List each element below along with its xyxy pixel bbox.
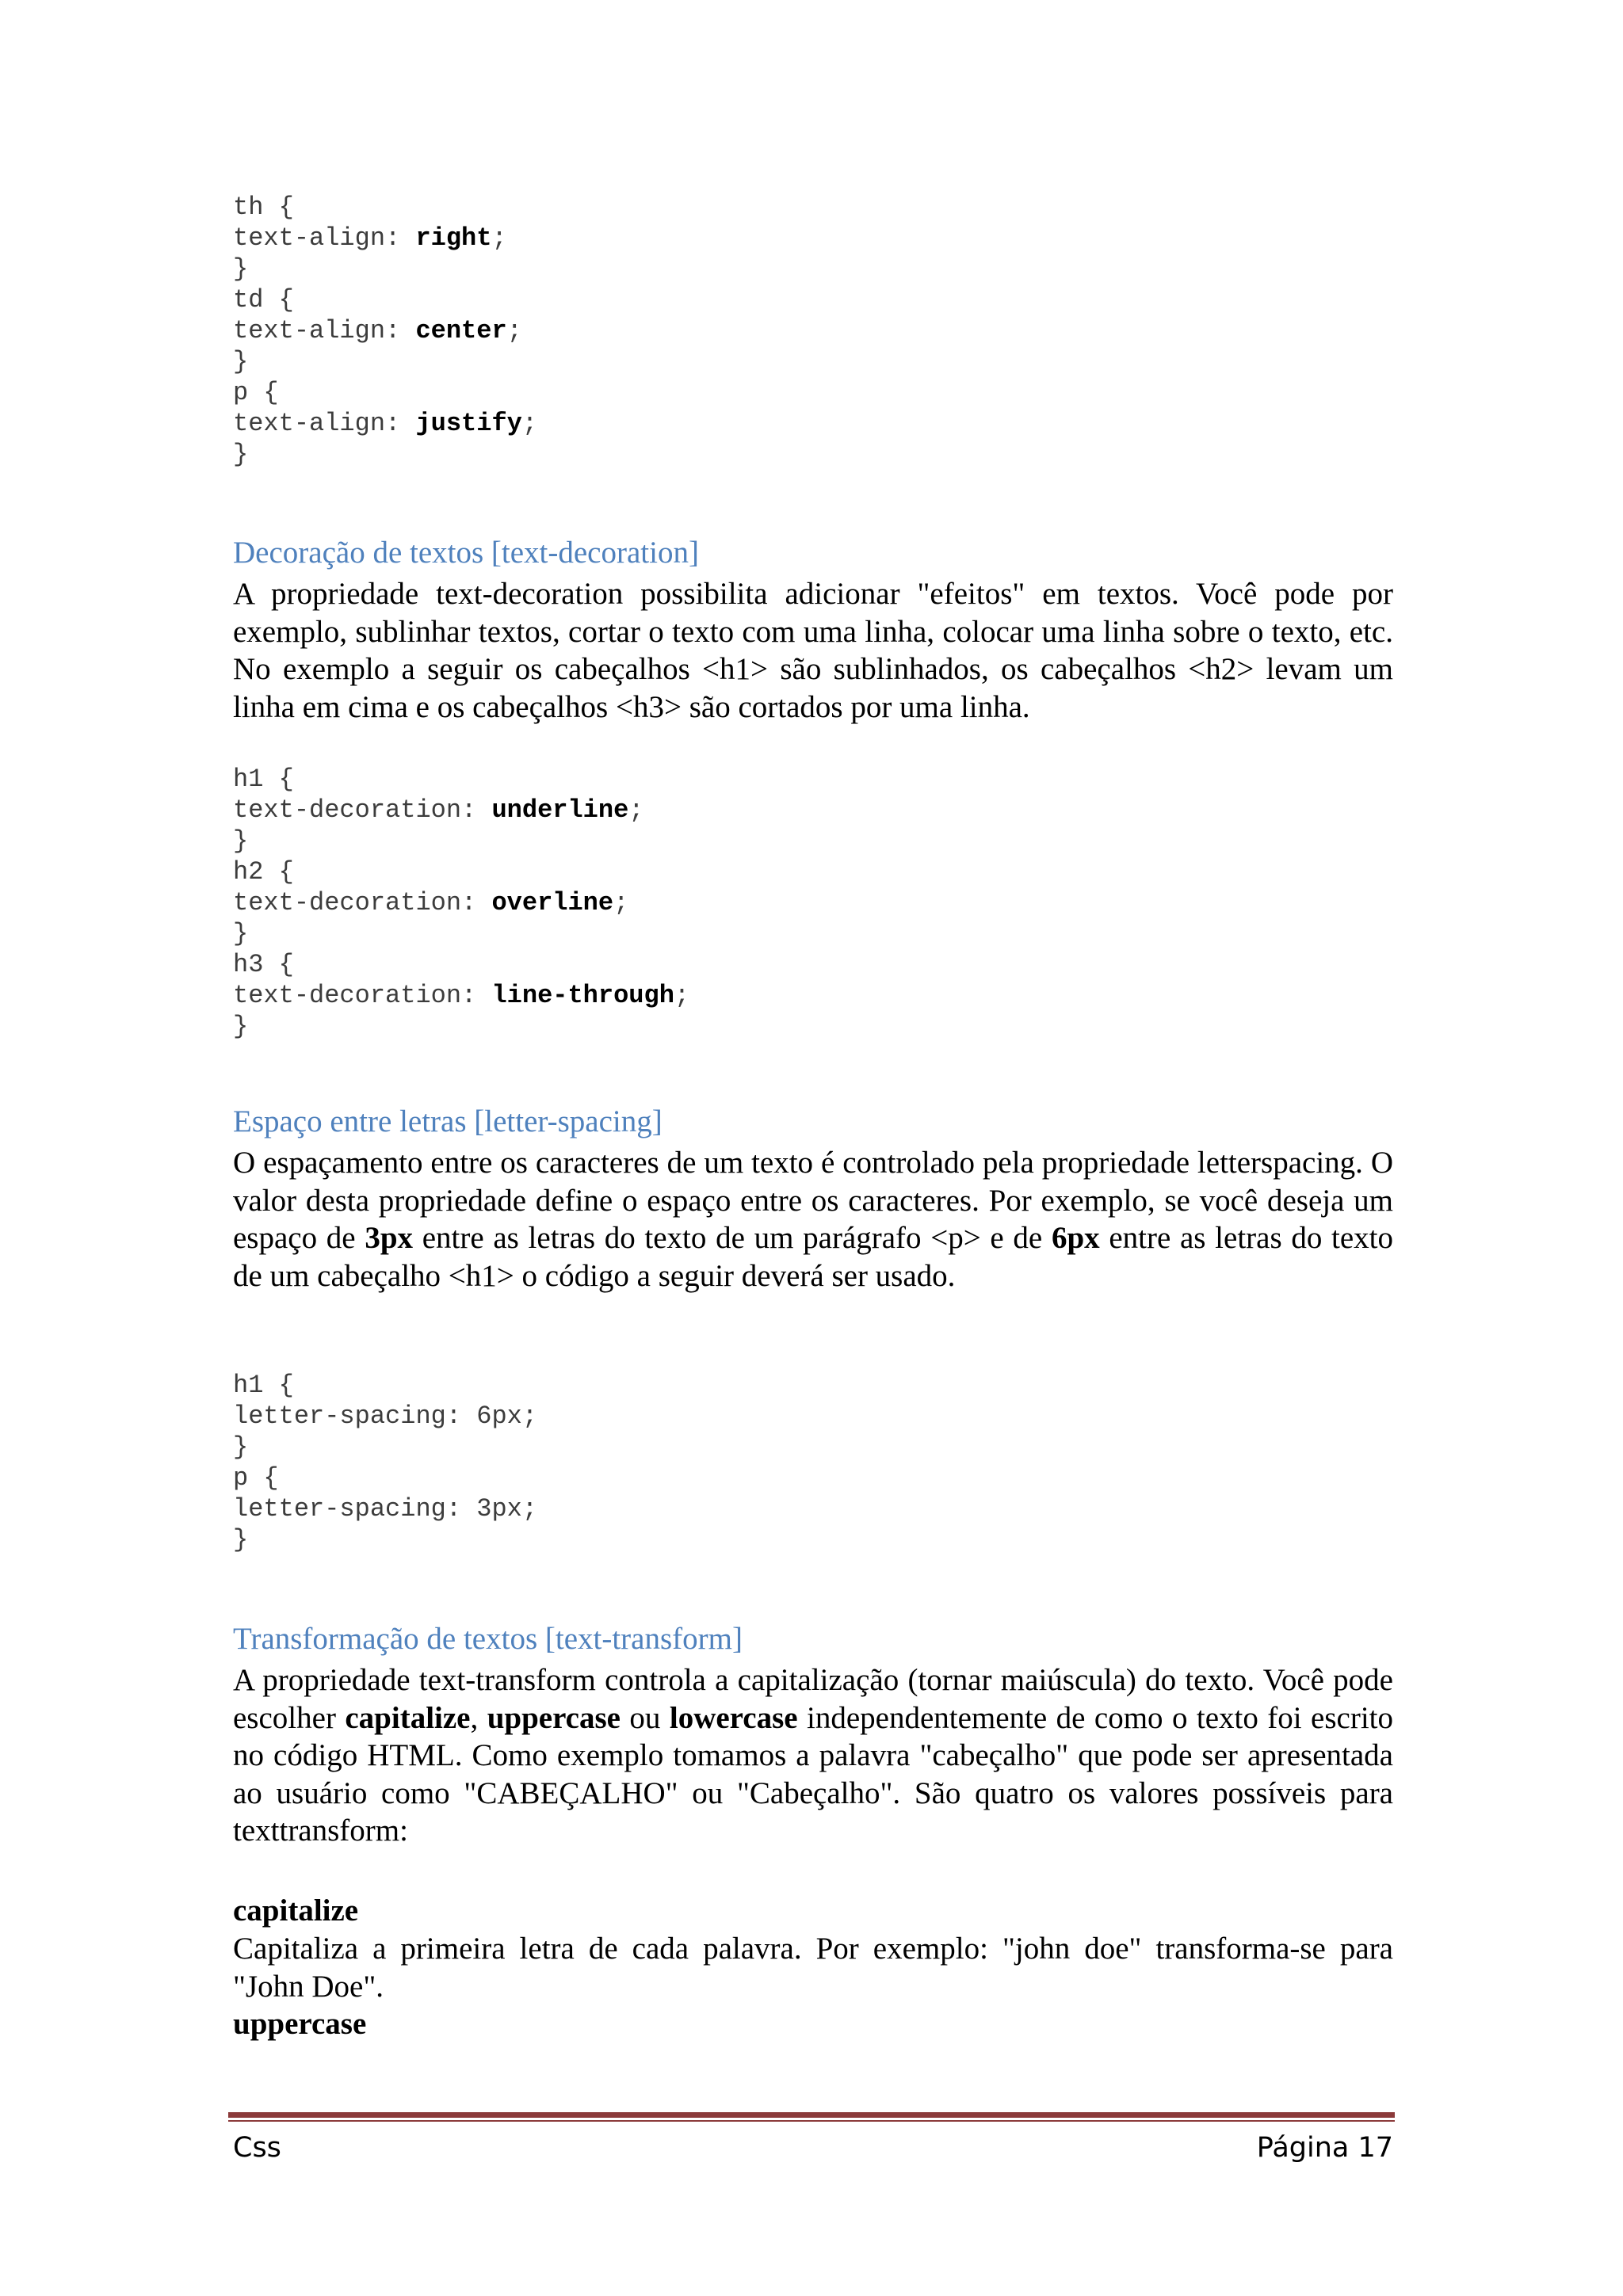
text-run: entre as letras do texto de um cabeçalho <h1> o código a seguir deverá ser usado. xyxy=(233,1221,1394,1293)
code-semicolon: ; xyxy=(491,223,507,253)
code-line: th { xyxy=(233,193,294,222)
code-line: td { xyxy=(233,285,294,315)
paragraph-text-decoration: A propriedade text-decoration possibilita adicionar "efeitos" em textos. Você pode por exemplo, sublinhar textos, cortar o texto com uma linha, colocar uma linha sobre o texto, etc. No exemplo a seguir os cabeçalhos <h1> são sublinhados, os cabeçalhos <h2> levam um linha em cima e os cabeçalhos <h3> são cortados por uma linha. xyxy=(233,577,1393,724)
code-semicolon: ; xyxy=(674,981,690,1010)
code-property: text-align: xyxy=(233,316,416,345)
code-line xyxy=(233,315,537,346)
bold-value-3px: 3px xyxy=(365,1221,414,1255)
code-semicolon: ; xyxy=(506,316,522,345)
code-line: } xyxy=(233,440,249,469)
code-property: text-decoration: xyxy=(233,981,492,1010)
code-line: h1 { xyxy=(233,765,294,794)
code-line: letter-spacing: 3px; xyxy=(233,1494,538,1524)
code-line xyxy=(233,980,689,1011)
code-line: } xyxy=(233,347,249,376)
paragraph-letter-spacing xyxy=(233,1144,1393,1295)
term-uppercase: uppercase xyxy=(233,2007,367,2041)
code-block-letter-spacing xyxy=(233,1370,537,1555)
code-line: } xyxy=(233,919,249,948)
code-line: letter-spacing: 6px; xyxy=(233,1402,538,1431)
code-line: h1 { xyxy=(233,1371,294,1400)
code-block-text-align xyxy=(233,192,537,470)
text-run: O espaçamento entre os caracteres de um texto é controlado pela propriedade letterspacing. O valor desta propriedade define o espaço entre os caracteres. Por exemplo, se você deseja um espaço de xyxy=(233,1146,1393,1255)
footer-rule xyxy=(228,2112,1395,2118)
code-value: center xyxy=(415,316,507,345)
code-line xyxy=(233,887,689,918)
bold-keyword-lowercase: lowercase xyxy=(669,1700,798,1735)
code-property: text-decoration: xyxy=(233,888,492,917)
footer-title: Css xyxy=(233,2132,281,2164)
code-line: h3 { xyxy=(233,950,294,979)
code-line: h2 { xyxy=(233,857,294,887)
code-semicolon: ; xyxy=(521,409,538,438)
code-value: line-through xyxy=(491,981,674,1010)
code-line: } xyxy=(233,254,249,284)
code-line xyxy=(233,408,537,439)
code-value: right xyxy=(415,223,492,253)
section-heading-text-transform: Transformação de textos [text-transform] xyxy=(233,1622,743,1656)
text-run: independentemente de como o texto foi escrito no código HTML. Como exemplo tomamos a palavra "cabeçalho" que pode ser apresentada ao usuário como "CABEÇALHO" ou "Cabeçalho". São quatro os valores possíveis para texttransform: xyxy=(233,1700,1394,1848)
paragraph-capitalize-description: Capitaliza a primeira letra de cada palavra. Por exemplo: "john doe" transforma-se para "John Doe". xyxy=(233,1932,1393,2004)
code-line xyxy=(233,223,537,254)
code-line: } xyxy=(233,1432,249,1462)
code-line: p { xyxy=(233,1463,279,1493)
footer-rule-thin xyxy=(228,2120,1395,2122)
section-heading-text-decoration: Decoração de textos [text-decoration] xyxy=(233,536,699,570)
code-value: justify xyxy=(415,409,522,438)
code-line: } xyxy=(233,1012,249,1041)
code-semicolon: ; xyxy=(628,795,644,825)
code-property: text-align: xyxy=(233,223,416,253)
code-semicolon: ; xyxy=(613,888,629,917)
text-run: , xyxy=(470,1700,487,1735)
code-block-text-decoration xyxy=(233,764,689,1042)
code-line: } xyxy=(233,826,249,856)
text-run: ou xyxy=(620,1700,670,1735)
code-value: overline xyxy=(491,888,614,917)
page-number: Página 17 xyxy=(1256,2132,1393,2164)
code-property: text-decoration: xyxy=(233,795,492,825)
code-value: underline xyxy=(491,795,629,825)
paragraph-text-transform xyxy=(233,1661,1393,1850)
code-line xyxy=(233,795,689,826)
text-run: A propriedade text-transform controla a capitalização (tornar maiúscula) do texto. Você pode escolher xyxy=(233,1663,1393,1735)
bold-keyword-uppercase: uppercase xyxy=(487,1700,621,1735)
term-capitalize: capitalize xyxy=(233,1894,359,1928)
bold-value-6px: 6px xyxy=(1051,1221,1100,1255)
code-line: } xyxy=(233,1525,249,1554)
bold-keyword-capitalize: capitalize xyxy=(345,1700,471,1735)
section-heading-letter-spacing: Espaço entre letras [letter-spacing] xyxy=(233,1104,663,1138)
code-property: text-align: xyxy=(233,409,416,438)
text-run: entre as letras do texto de um parágrafo <p> e de xyxy=(413,1221,1052,1255)
code-line: p { xyxy=(233,378,279,407)
